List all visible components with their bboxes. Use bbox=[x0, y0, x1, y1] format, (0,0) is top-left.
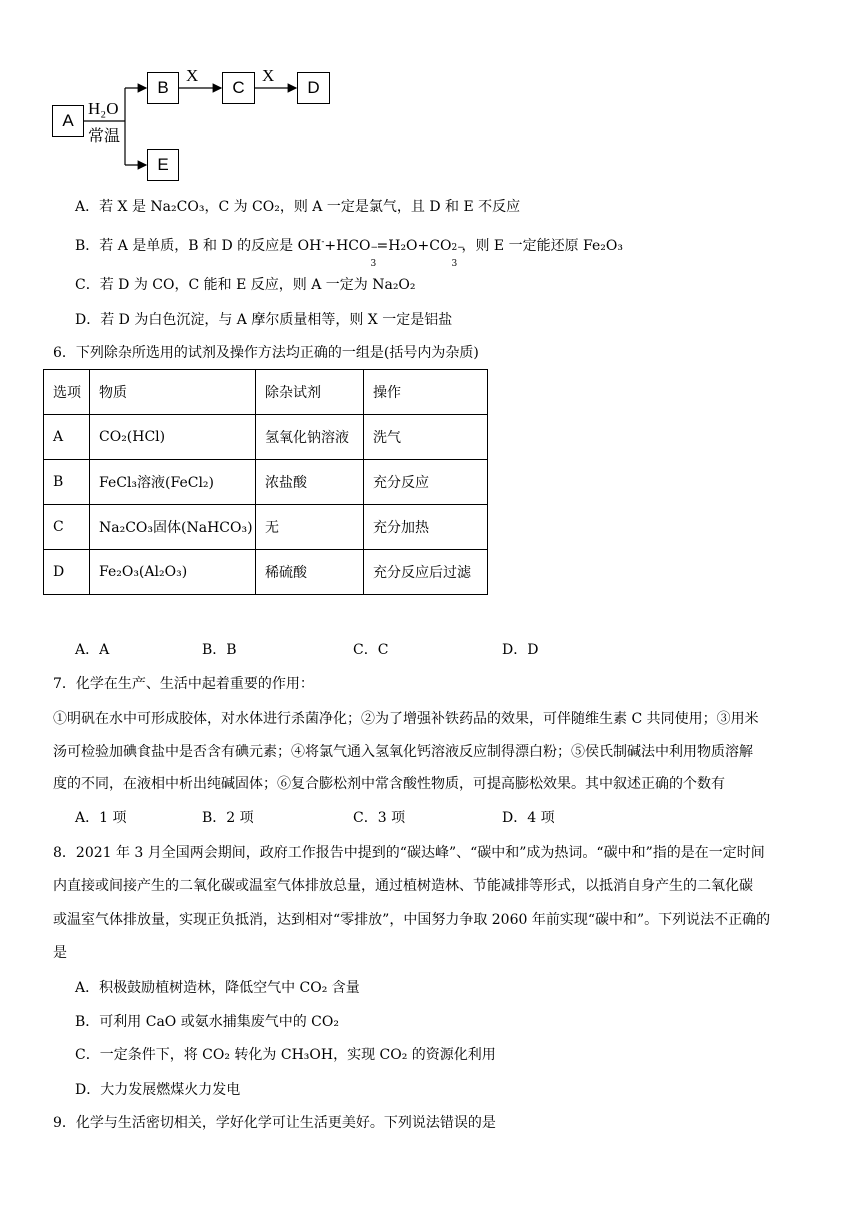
q8-option-a: A．积极鼓励植树造林，降低空气中 CO₂ 含量 bbox=[75, 980, 360, 996]
table-cell: C bbox=[44, 505, 90, 550]
q8-option-c: C．一定条件下，将 CO₂ 转化为 CH₃OH，实现 CO₂ 的资源化利用 bbox=[75, 1047, 496, 1063]
q5-option-a: A．若 X 是 Na₂CO₃，C 为 CO₂，则 A 一定是氯气，且 D 和 E 不反应 bbox=[75, 199, 521, 215]
q8-body-line: 内直接或间接产生的二氧化碳或温室气体排放总量，通过植树造林、节能减排等形式，以抵消自身产生的二氧化碳 bbox=[53, 878, 753, 894]
table-header-cell: 物质 bbox=[90, 370, 256, 415]
q7-answer-d: D．4 项 bbox=[502, 810, 555, 826]
table-row bbox=[44, 550, 488, 595]
table-header-cell: 操作 bbox=[364, 370, 488, 415]
table-cell: 充分反应后过滤 bbox=[364, 550, 488, 595]
condition-label: 常温 bbox=[88, 128, 121, 145]
box-c: C bbox=[222, 72, 255, 104]
q7-stem: 7．化学在生产、生活中起着重要的作用： bbox=[53, 676, 314, 692]
q8-option-b: B．可利用 CaO 或氨水捕集废气中的 CO₂ bbox=[75, 1014, 339, 1030]
q6-answer-c: C．C bbox=[353, 642, 389, 658]
q6-table bbox=[43, 369, 488, 595]
table-cell: 浓盐酸 bbox=[256, 460, 364, 505]
reagent-x-label-2: X bbox=[262, 66, 275, 85]
table-cell: 氢氧化钠溶液 bbox=[256, 415, 364, 460]
q6-answer-a: A．A bbox=[75, 642, 110, 658]
table-cell: D bbox=[44, 550, 90, 595]
q7-body-line: 汤可检验加碘食盐中是否含有碘元素；④将氯气通入氢氧化钙溶液反应制得漂白粉；⑤侯氏制碱法中利用物质溶解 bbox=[53, 744, 753, 760]
table-header-cell: 除杂试剂 bbox=[256, 370, 364, 415]
q7-answer-b: B．2 项 bbox=[202, 810, 254, 826]
q8-body-line: 是 bbox=[53, 945, 67, 961]
table-cell: 充分反应 bbox=[364, 460, 488, 505]
box-e: E bbox=[147, 149, 179, 181]
table-cell: A bbox=[44, 415, 90, 460]
box-b: B bbox=[147, 72, 179, 104]
box-a: A bbox=[52, 105, 84, 137]
table-cell: 充分加热 bbox=[364, 505, 488, 550]
q5-option-c: C．若 D 为 CO，C 能和 E 反应，则 A 一定为 Na₂O₂ bbox=[75, 277, 416, 293]
table-row bbox=[44, 505, 488, 550]
q6-stem: 6．下列除杂所选用的试剂及操作方法均正确的一组是(括号内为杂质) bbox=[53, 345, 479, 361]
table-row bbox=[44, 415, 488, 460]
q8-body-line: 或温室气体排放量，实现正负抵消，达到相对“零排放”，中国努力争取 2060 年前实现“碳中和”。下列说法不正确的 bbox=[53, 912, 771, 928]
table-cell: 洗气 bbox=[364, 415, 488, 460]
table-header-cell: 选项 bbox=[44, 370, 90, 415]
water-label: H₂O bbox=[88, 99, 119, 118]
q7-answer-c: C．3 项 bbox=[353, 810, 406, 826]
q6-answer-b: B．B bbox=[202, 642, 237, 658]
table-cell: Fe₂O₃(Al₂O₃) bbox=[90, 550, 256, 595]
q8-option-d: D．大力发展燃煤火力发电 bbox=[75, 1082, 241, 1098]
diagram-arrows bbox=[0, 0, 860, 200]
table-cell: B bbox=[44, 460, 90, 505]
q9-stem: 9．化学与生活密切相关，学好化学可让生活更美好。下列说法错误的是 bbox=[53, 1115, 496, 1131]
q7-body-line: 度的不同，在液相中析出纯碱固体；⑥复合膨松剂中常含酸性物质，可提高膨松效果。其中叙述正确的个数有 bbox=[53, 776, 725, 792]
table-cell: Na₂CO₃固体(NaHCO₃) bbox=[90, 505, 256, 550]
q5-option-b: B．若 A 是单质，B 和 D 的反应是 OH-+HCO − 3 =H₂O+CO 2− 3 ，则 E 一定能还原 Fe₂O₃ bbox=[75, 237, 623, 269]
reagent-x-label-1: X bbox=[186, 66, 199, 85]
table-cell: 稀硫酸 bbox=[256, 550, 364, 595]
q5-option-d: D．若 D 为白色沉淀，与 A 摩尔质量相等，则 X 一定是铝盐 bbox=[75, 312, 453, 328]
q7-answer-a: A．1 项 bbox=[75, 810, 127, 826]
box-d: D bbox=[297, 72, 330, 104]
q7-body-line: ①明矾在水中可形成胶体，对水体进行杀菌净化；②为了增强补铁药品的效果，可伴随维生素 C 共同使用；③用米 bbox=[53, 711, 759, 727]
table-row bbox=[44, 460, 488, 505]
q6-answer-d: D．D bbox=[502, 642, 539, 658]
table-cell: CO₂(HCl) bbox=[90, 415, 256, 460]
table-header-row bbox=[44, 370, 488, 415]
table-cell: 无 bbox=[256, 505, 364, 550]
table-cell: FeCl₃溶液(FeCl₂) bbox=[90, 460, 256, 505]
q8-body-line: 8．2021 年 3 月全国两会期间，政府工作报告中提到的“碳达峰”、“碳中和”成为热词。“碳中和”指的是在一定时间 bbox=[53, 845, 765, 861]
